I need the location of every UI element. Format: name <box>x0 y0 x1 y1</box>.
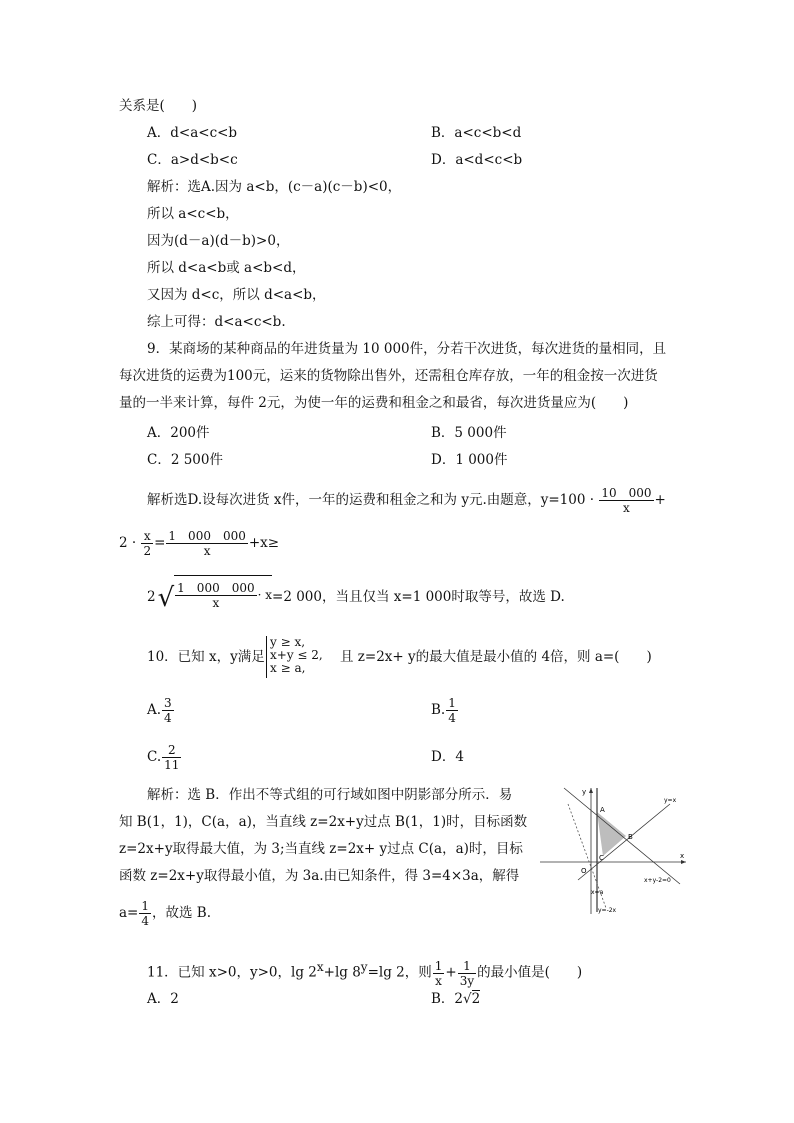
q10-option-c: C. $\frac{2}{11}$ <box>147 743 180 772</box>
q9-option-c: C．2 500件 <box>147 452 223 468</box>
q9-option-b: B．5 000件 <box>431 425 507 441</box>
graph-label-y-eq-x: y=x <box>664 797 677 804</box>
fraction: $\frac{x}{2}$ <box>143 529 152 558</box>
q10-option-d: D．4 <box>431 749 464 765</box>
system-brace <box>266 636 267 678</box>
graph-label-y-eq-m2x: y=-2x <box>598 907 617 914</box>
q9-option-d: D．1 000件 <box>431 452 508 468</box>
graph-label-x: x <box>680 852 685 860</box>
q9-solution-line2: 2 · $\frac{x}{2}$ = $\frac{1 000 000}{x}$ +x≥ <box>119 529 280 558</box>
q10-solution-last: a= $\frac{1}{4}$ ，故选 B. <box>119 899 212 928</box>
q8-solution-line: 又因为 d<c，所以 d<a<b， <box>147 287 326 303</box>
graph-label-b: B <box>628 833 633 841</box>
q8-solution-line: 所以 a<c<b， <box>147 206 239 222</box>
q10-solution-line: 解析：选 B．作出不等式组的可行域如图中阴影部分所示．易 <box>147 787 513 803</box>
q10-solution-line: 函数 z=2x+y取得最小值，为 3a.由已知条件，得 3=4×3a，解得 <box>119 868 520 884</box>
q8-option-b: B．a<c<b<d <box>431 125 522 141</box>
q8-solution-line: 综上可得：d<a<c<b. <box>147 314 286 330</box>
q10-stem-pre: 10．已知 x，y满足 <box>147 649 265 665</box>
q8-option-a: A．d<a<c<b <box>147 125 238 141</box>
q9-solution-line1: 解析选D.设每次进货 x件，一年的运费和租金之和为 y元.由题意，y=100 · $\frac{10 000}{x}$ + <box>147 486 666 515</box>
graph-label-y: y <box>582 788 587 796</box>
q8-option-d: D．a<d<c<b <box>431 152 523 168</box>
q11-option-a: A．2 <box>147 991 179 1007</box>
q10-option-b: B. $\frac{1}{4}$ <box>431 696 456 725</box>
q8-solution-line: 所以 d<a<b或 a<b<d， <box>147 260 306 276</box>
graph-label-x-eq-a: x=a <box>591 889 604 896</box>
q8-option-c: C．a>d<b<c <box>147 152 238 168</box>
q11-stem: 11．已知 x>0，y>0，$\lg 2^x+\lg$ $8^y=\lg$ 2，则 $\frac{1}{x}$ + $\frac{1}{3y}$ 的最小值是( ) <box>147 958 583 988</box>
q9-stem-line: 每次进货的运费为100元，运来的货物除出售外，还需租仓库存放，一年的租金按一次进货 <box>119 368 658 384</box>
y-axis-arrow <box>589 788 593 793</box>
sqrt-icon: √ <box>157 582 175 613</box>
q10-option-a: A. $\frac{3}{4}$ <box>147 696 172 725</box>
q9-stem-line: 量的一半来计算，每件 2元，为使一年的运费和租金之和最省，每次进货量应为( ) <box>119 395 629 411</box>
q9-solution-line3: 2√ $\frac{1 000 000}{x}$ · x=2 000，当且仅当 x=1 000时取等号，故选 D. <box>147 580 565 615</box>
q9-solution-text: 解析选D.设每次进货 x件，一年的运费和租金之和为 y元.由题意，y=100 · <box>147 492 595 508</box>
q8-solution-line: 因为(d－a)(d－b)>0， <box>147 233 290 249</box>
fraction: $\frac{1 000 000}{x}$ <box>168 529 246 558</box>
inequality-system: y ≥ x, x+y ≤ 2, x ≥ a, <box>270 635 323 675</box>
fraction: $\frac{10 000}{x}$ <box>601 486 652 515</box>
q10-solution-line: z=2x+y取得最大值，为 3;当直线 z=2x+ y过点 C(a，a)时，目标 <box>119 841 523 857</box>
feasible-region-graph <box>540 784 688 916</box>
graph-label-x-plus-y: x+y-2=0 <box>644 877 671 884</box>
fraction: $\frac{1 000 000}{x}$ <box>177 581 255 610</box>
q8-solution-line: 解析：选A.因为 a<b，(c－a)(c－b)<0， <box>147 179 402 195</box>
graph-label-c: C <box>599 854 604 862</box>
sqrt-icon: √ <box>463 991 472 1007</box>
x-axis-arrow <box>681 860 686 864</box>
q9-option-a: A．200件 <box>147 425 210 441</box>
q8-stem-tail: 关系是( ) <box>119 98 198 114</box>
q11-option-b: B．2√2 <box>431 991 481 1007</box>
q10-solution-line: 知 B(1，1)，C(a，a)，当直线 z=2x+y过点 B(1，1)时，目标函数 <box>119 814 528 830</box>
graph-label-origin: O <box>581 867 587 875</box>
q10-stem-post: 且 z=2x+ y的最大值是最小值的 4倍，则 a=( ) <box>340 649 652 665</box>
q9-stem-line: 9．某商场的某种商品的年进货量为 10 000件，分若干次进货，每次进货的量相同，且 <box>147 341 667 357</box>
graph-label-a: A <box>600 806 605 814</box>
